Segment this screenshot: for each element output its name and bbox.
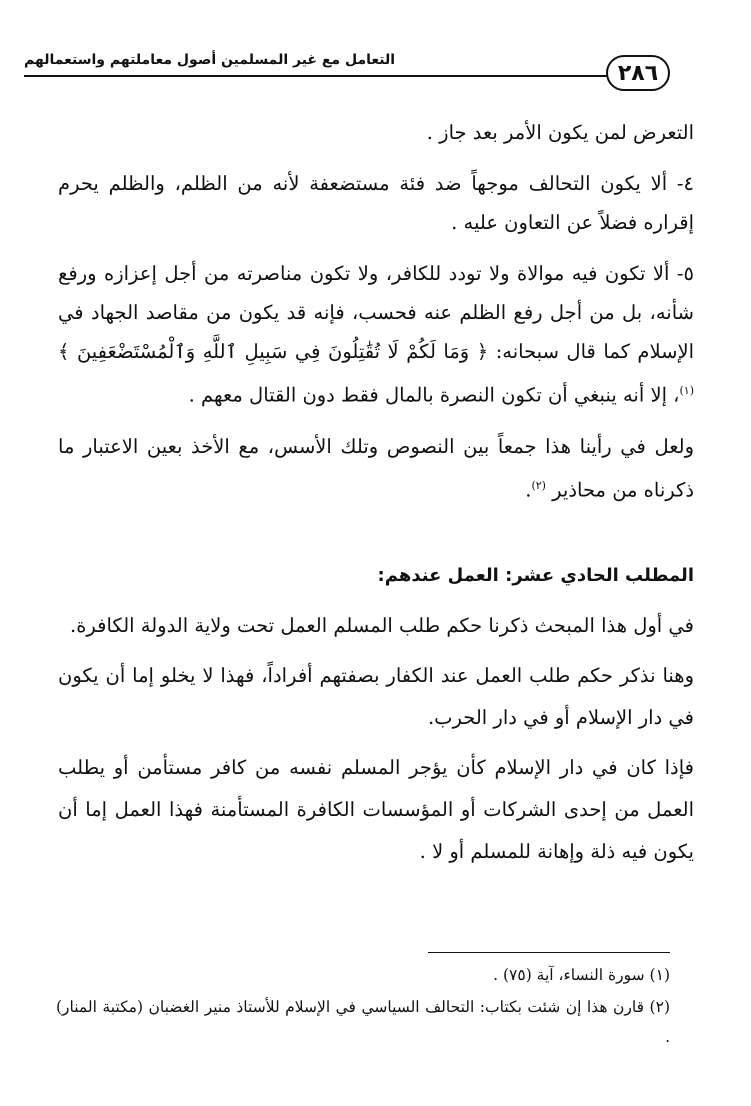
quran-quote: ﴿ وَمَا لَكُمْ لَا تُقَٰتِلُونَ فِي سَبِيلِ ٱللَّهِ وَٱلْمُسْتَضْعَفِينَ ﴾ [58,340,489,363]
list-item-4 [58,164,694,242]
list-item-5-text-b: ، إلا أنه ينبغي أن تكون النصرة بالمال فقط دون القتال معهم . [188,383,680,407]
section-text-block [58,605,694,881]
section-paragraph-1: في أول هذا المبحث ذكرنا حكم طلب المسلم العمل تحت ولاية الدولة الكافرة. [70,614,694,637]
list-item-5-text-a: ألا تكون فيه موالاة ولا تودد للكافر، ولا تكون مناصرته من أجل إعزازه ورفع شأنه، بل من أجل رفع الظلم عنه فحسب، فإنه قد يكون من مقاصد الجهاد في الإسلام كما قال سبحانه: [58,262,694,363]
list-item-5 [58,254,694,415]
conclusion-paragraph [58,427,694,510]
header-rule [24,75,624,77]
list-item-4-text: ألا يكون التحالف موجهاً ضد فئة مستضعفة لأنه من الظلم، والظلم يحرم إقراره فضلاً عن التعاون عليه . [58,172,694,234]
footnote-2-label: (٢) [649,998,670,1016]
footnotes [56,960,670,1054]
footnote-ref-1[interactable]: (١) [679,384,694,397]
intro-paragraph: التعرض لمن يكون الأمر بعد جاز . [426,121,694,144]
section-heading: المطلب الحادي عشر: العمل عندهم: [377,565,694,586]
list-item-5-number: ٥- [676,262,694,285]
footnote-ref-2[interactable]: (٢) [531,478,546,492]
main-text-block [58,113,694,521]
footnote-1-text: سورة النساء، آية (٧٥) . [493,966,645,984]
section-paragraph-3: فإذا كان في دار الإسلام كأن يؤجر المسلم نفسه من كافر مستأمن أو يطلب العمل من إحدى الشركات أو المؤسسات الكافرة المستأمنة فهذا العمل إما أن يكون فيه ذلة وإهانة للمسلم أو لا . [58,756,694,863]
footnote-separator [428,952,670,953]
footnote-2-text: قارن هذا إن شئت بكتاب: التحالف السياسي في الإسلام للأستاذ منير الغضبان (مكتبة المنار) . [56,998,670,1046]
conclusion-text: ولعل في رأينا هذا جمعاً بين النصوص وتلك الأسس، مع الأخذ بعين الاعتبار ما ذكرناه من محاذير [58,434,694,501]
footnote-1-label: (١) [649,966,670,984]
footnote-1 [56,960,670,990]
footnote-2 [56,992,670,1052]
running-header-title: التعامل مع غير المسلمين أصول معاملتهم واستعمالهم [24,52,396,68]
running-header [24,50,682,80]
page-number: ٢٨٦ [606,55,670,91]
conclusion-end: . [525,478,532,501]
list-item-4-number: ٤- [676,172,694,195]
section-paragraph-2: وهنا نذكر حكم طلب العمل عند الكفار بصفتهم أفراداً، فهذا لا يخلو إما أن يكون في دار الإسلام أو في دار الحرب. [58,664,694,729]
